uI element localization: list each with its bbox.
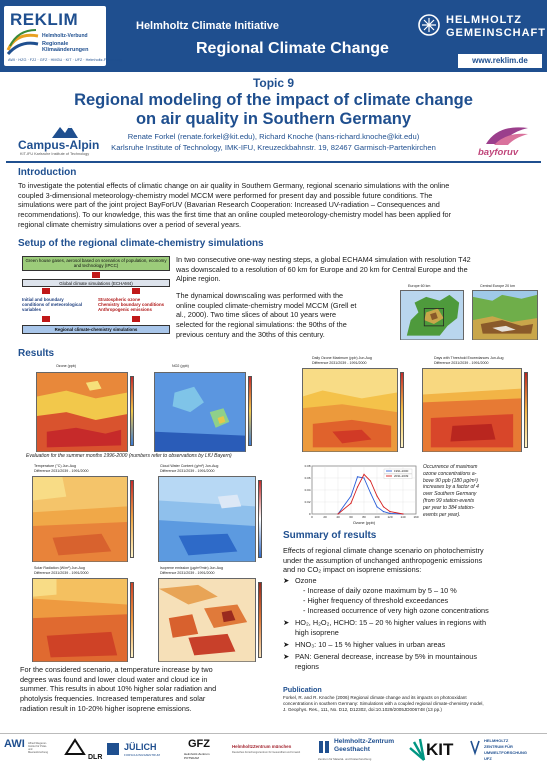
summary-pan-item: PAN: General decrease, increase by 5% in mountainous	[295, 652, 477, 661]
bayforuv-name: bayforuv	[478, 147, 519, 158]
bullet-arrow-icon: ➤	[283, 640, 290, 649]
kit-name: KIT	[426, 740, 454, 759]
ufz-mark-icon	[470, 740, 480, 754]
introduction-line: To investigate the potential effects of climatic change on air quality in Southern Germany, regional scenario simulations with the online	[18, 181, 450, 190]
dlr-name: DLR	[88, 754, 103, 761]
map-title-isoprene: Isoprene emission (µg/m²/min) Jun-Aug	[160, 566, 223, 570]
ozone-map	[36, 372, 128, 452]
setup-heading: Setup of the regional climate-chemistry simulations	[18, 238, 264, 249]
map-subtitle: Difference 2031/2039 - 1991/2000	[434, 361, 489, 365]
publication-line: concentrations in southern Germany: Simulations with a coupled regional climate-chemistry model,	[283, 701, 484, 707]
solar-colorbar	[130, 582, 134, 658]
flow-arrow-icon	[92, 272, 100, 278]
awi-sub: Alfred-Wegener-Institut für Polar- und Meeresforschung	[28, 742, 49, 754]
awi-name: AWI	[4, 738, 25, 750]
summary-ozone-head: Ozone	[295, 576, 317, 585]
results-line: photolysis frequencies. Increased temperatures and solar	[20, 694, 206, 704]
juelich-logo	[106, 738, 176, 766]
solar-isoprene-maps	[22, 566, 278, 664]
chart-x-tick-label: 140	[400, 515, 406, 519]
summary-line: and no CO₂ impact on isoprene emissions:	[283, 565, 422, 575]
temperature-map	[32, 476, 128, 562]
bullet-arrow-icon: ➤	[283, 576, 290, 585]
threshold-map	[422, 368, 522, 452]
occurrence-line: Occurrence of maximum	[423, 464, 478, 470]
chart-data-point	[383, 511, 384, 512]
summary-hno3-item: HNO₃: 10 – 15 % higher values in urban areas	[295, 640, 446, 649]
chart-y-tick-label: 0.02	[304, 500, 311, 504]
chart-x-tick-label: 160	[413, 515, 419, 519]
chart-x-tick-label: 120	[387, 515, 393, 519]
authors: Renate Forkel (renate.forkel@kit.edu), Richard Knoche (hans-richard.knoche@kit.edu)	[127, 132, 420, 141]
hzg-logo	[318, 738, 404, 766]
gfz-logo	[184, 738, 224, 766]
summary-intro	[283, 546, 535, 575]
summary-ozone-item: - Increased occurrence of very high ozone concentrations	[303, 606, 489, 615]
map-title-cloud-water: Cloud Water Content (g/m²) Jun-Aug	[160, 464, 219, 468]
domain-maps	[396, 284, 542, 342]
hzg-sub: Zentrum für Material- und Küstenforschung	[318, 757, 372, 761]
chart-data-point	[363, 477, 364, 478]
no2-colorbar	[248, 376, 252, 446]
chart-data-point	[376, 506, 377, 507]
map-title-temperature: Temperature (°C) Jun-Aug	[34, 464, 76, 468]
helmholtz-mark-icon	[418, 14, 440, 36]
bullet-arrow-icon: ➤	[283, 618, 290, 627]
map-subtitle: Difference 2031/2039 - 1991/2000	[34, 469, 89, 473]
isoprene-map	[158, 578, 256, 662]
reklim-footer: AWI · HZG · FZJ · GFZ · HMGU · KIT · UFZ · Helmholtz-Forschung	[8, 58, 122, 62]
reklim-line1: Helmholtz-Verbund	[42, 33, 88, 39]
gfz-sub: Helmholtz-Zentrum POTSDAM	[184, 752, 210, 760]
setup-line: was downscaled to a resolution of 60 km for Europe and 20 km for Central Europe and the	[176, 264, 468, 274]
initiative-title: Helmholtz Climate Initiative	[136, 20, 280, 32]
kit-logo	[408, 738, 464, 766]
chart-x-tick-label: 100	[374, 515, 380, 519]
poster-title-line1: Regional modeling of the impact of climate change	[74, 91, 473, 109]
publication-heading: Publication	[283, 685, 322, 694]
summary-hox-item: HO₂, H₂O₂, HCHO: 15 – 20 % higher values in regions with	[295, 618, 486, 627]
mountain-icon	[52, 124, 78, 138]
results-text	[20, 665, 272, 714]
ufz-logo	[470, 738, 544, 766]
introduction-line: regional climate chemistry simulations over a period of several years.	[18, 219, 242, 229]
chart-data-point	[383, 506, 384, 507]
chart-legend-label: 2031-2039	[394, 474, 409, 479]
hmgu-logo	[232, 738, 314, 766]
section-title: Regional Climate Change	[196, 40, 389, 57]
ufz-name-4: UFZ	[484, 756, 492, 761]
chart-data-point	[370, 480, 371, 481]
poster-title-line2: on air quality in Southern Germany	[135, 110, 412, 128]
chart-data-point	[357, 486, 358, 487]
campus-alpin-logo	[18, 124, 114, 160]
flow-box-scenarios: Green house gases, aerosol based on scenarios of population, economy and technology (IPCC)	[22, 256, 170, 271]
occurrence-line: (from 99 station·events	[423, 497, 475, 504]
map-subtitle: Difference 2031/2039 - 1991/2000	[160, 571, 215, 575]
summary-line: under the assumption of unchanged anthropogenic emissions	[283, 555, 483, 565]
publication-line: J. Geophys. Res., 111, No. D12, D12302, doi:10.1029/2005JD006748 (13 pp.)	[283, 707, 442, 713]
flow-chemistry: Stratospheric ozone Chemistry boundary conditions Anthropogenic emissions	[98, 297, 165, 312]
chart-legend-label: 1991-2000	[394, 469, 409, 474]
results-heading: Results	[18, 348, 55, 359]
occurrence-line: ozone concentrations a-	[423, 470, 477, 477]
results-line: degrees was found and lower cloud water and cloud ice in	[20, 674, 208, 684]
cloud-water-colorbar	[258, 480, 262, 558]
results-line: summer. This results in about 10% higher solar radiation and	[20, 684, 217, 694]
hmgu-sub: Deutsches Forschungszentrum für Gesundheit und Umwelt	[232, 751, 301, 754]
awi-logo	[4, 738, 48, 766]
partner-logo-bar	[0, 733, 547, 768]
publication-text	[283, 695, 539, 714]
chart-x-axis-label: Ozone (ppb)	[352, 520, 376, 525]
ufz-name-2: ZENTRUM FÜR	[484, 744, 513, 749]
flow-box-regional: Regional climate-chemistry simulations	[22, 325, 170, 334]
threshold-colorbar	[524, 372, 528, 448]
daily-max-colorbar	[400, 372, 404, 448]
introduction-text	[18, 181, 530, 230]
chart-y-tick-label: 0.08	[304, 464, 311, 468]
ozone-colorbar	[130, 376, 134, 446]
daily-max-map	[302, 368, 398, 452]
chart-x-tick-label: 40	[336, 515, 340, 519]
europe-domain-map	[400, 290, 464, 340]
map-title-ozone: Ozone (ppb)	[56, 364, 76, 368]
introduction-line: simulations were part of the joint project BayForUV (Bavarian Research Cooperation: Increased UV-radiation – Consequences and	[18, 200, 440, 210]
setup-line: Alpine region.	[176, 274, 221, 284]
campus-alpin-name: Campus-Alpin	[18, 138, 100, 152]
dlr-mark-icon	[64, 738, 86, 756]
bayforuv-mark-icon	[484, 124, 530, 146]
domain-map-label: Central Europe 20 km	[480, 284, 515, 288]
chart-x-tick-label: 20	[323, 515, 327, 519]
results-line: For the considered scenario, a temperature increase by two	[20, 665, 213, 674]
reklim-logo-name: REKLIM	[10, 10, 79, 29]
hmgu-name: HelmholtzZentrum münchen	[232, 744, 292, 749]
solar-map	[32, 578, 128, 662]
chart-data-point	[389, 513, 390, 514]
domain-map-label: Europe 60 km	[408, 284, 431, 288]
summary-ozone-item: - Higher frequency of threshold exceedances	[303, 596, 449, 605]
map-title-daily-max: Daily Ozone Maximum (ppb) Jun-Aug	[312, 356, 372, 360]
hzg-name-2: Geesthacht	[334, 746, 370, 753]
map-title-solar: Solar Radiation (W/m²) Jun-Aug	[34, 566, 85, 570]
ufz-name-3: UMWELTFORSCHUNG	[484, 750, 528, 755]
ufz-name: HELMHOLTZ	[484, 738, 509, 743]
bullet-arrow-icon: ➤	[283, 652, 290, 661]
flow-arrow-icon	[42, 316, 50, 322]
helmholtz-line2: GEMEINSCHAFT	[446, 27, 546, 39]
juelich-name: JÜLICH	[124, 742, 157, 752]
no2-map	[154, 372, 246, 452]
summary-line: Effects of regional climate change scenario on photochemistry	[283, 546, 484, 555]
flow-box-global: Global climate simulations (ECHAM4)	[22, 279, 170, 287]
setup-line: previous century and the 30ths of this century.	[176, 329, 325, 339]
campus-alpin-sub: KIT-IFU Karlsruhe Institute of Technology	[20, 152, 90, 156]
setup-line: The dynamical downscaling was performed with the	[176, 291, 344, 300]
map-subtitle: Difference 2031/2039 - 1991/2000	[34, 571, 89, 575]
affiliation: Karlsruhe Institute of Technology, IMK-IFU, Kreuzeckbahnstr. 19, 82467 Garmisch-Partenkirchen	[111, 143, 436, 152]
summary-ozone-item: - Increase of daily ozone maximum by 5 – 10 %	[303, 586, 457, 595]
setup-text-narrow	[176, 291, 388, 340]
website-link[interactable]: www.reklim.de	[458, 54, 542, 68]
cloud-water-map	[158, 476, 256, 562]
isoprene-colorbar	[258, 582, 262, 658]
reklim-line2: Regionale Klimaänderungen	[42, 41, 89, 54]
map-title-no2: NO2 (ppb)	[172, 364, 189, 368]
helmholtz-logo	[418, 10, 544, 46]
juelich-sub: FORSCHUNGSZENTRUM	[124, 753, 160, 757]
title-divider	[6, 161, 541, 163]
chart-data-point	[357, 476, 358, 477]
map-subtitle: Difference 2031/2039 - 1991/2000	[312, 361, 367, 365]
occurrence-line: over Southern Germany	[423, 491, 477, 498]
setup-line: online coupled climate-chemistry model MCCM (Grell et	[176, 300, 357, 310]
occurrence-line: per year to 384 station-	[423, 504, 475, 511]
hzg-mark-icon	[318, 740, 330, 754]
dlr-logo	[64, 738, 106, 766]
occurrence-line: increases by a factor of 4	[423, 484, 479, 491]
ozone-difference-maps	[294, 356, 542, 454]
introduction-line: coupled 3-dimensional meteorology-chemistry model MCCM were performed for present day and possible future conditions. The	[18, 190, 433, 200]
setup-text-wide	[176, 255, 532, 284]
results-line: radiation result in 10-20% higher isoprene emissions.	[20, 703, 192, 713]
bayforuv-logo	[476, 124, 538, 158]
chart-data-point	[350, 503, 351, 504]
chart-data-point	[370, 492, 371, 493]
juelich-mark-icon	[106, 742, 120, 756]
temperature-cloud-maps	[22, 464, 278, 564]
chart-x-tick-label: 0	[311, 515, 313, 519]
evaluation-caption: Evaluation for the summer months 1996-2000 (numbers refer to observations by LfU Bayern)	[26, 453, 232, 459]
topic-label: Topic 9	[252, 76, 295, 90]
chart-y-tick-label: 0	[308, 512, 311, 516]
occurrence-caption	[423, 464, 523, 518]
introduction-heading: Introduction	[18, 167, 77, 178]
gfz-name: GFZ	[188, 738, 210, 750]
chart-x-tick-label: 60	[349, 515, 353, 519]
kit-mark-icon	[408, 738, 426, 760]
summary-heading: Summary of results	[283, 530, 377, 541]
flow-meteorology: Initial and boundary conditions of meteorological variables	[22, 297, 83, 312]
summary-list	[283, 576, 539, 680]
chart-x-tick-label: 80	[362, 515, 366, 519]
flow-arrow-icon	[132, 316, 140, 322]
summary-hox-item: high isoprene	[295, 628, 339, 637]
hzg-name: Helmholtz-Zentrum	[334, 738, 395, 745]
central-europe-domain-map	[472, 290, 538, 340]
evaluation-maps	[22, 362, 272, 458]
occurrence-line: events per year).	[423, 511, 461, 518]
chart-y-tick-label: 0.04	[304, 488, 311, 492]
flow-arrow-icon	[132, 288, 140, 294]
chart-data-point	[389, 511, 390, 512]
setup-flow-diagram	[22, 256, 170, 338]
map-title-threshold: Days with Threshold Exceedances Jun-Aug	[434, 356, 504, 360]
setup-line: selected for the regional simulations: the 90ths of the	[176, 320, 347, 330]
publication-line: Forkel, R. and R. Knoche (2006) Regional climate change and its impacts on photooxidant	[283, 695, 467, 700]
summary-pan-item: regions	[295, 662, 319, 671]
reklim-logo	[4, 6, 122, 66]
chart-data-point	[376, 495, 377, 496]
introduction-line: recommendations). To our knowledge, this was the first time that an online coupled meteorology-chemistry model has been applied for	[18, 210, 452, 220]
poster-header	[0, 0, 547, 72]
reklim-swoosh-icon	[6, 30, 40, 56]
setup-line: In two consecutive one-way nesting steps, a global ECHAM4 simulation with resolution T42	[176, 255, 471, 264]
helmholtz-line1: HELMHOLTZ	[446, 14, 523, 26]
occurrence-line: bove 90 ppb (180 µg/m³)	[423, 477, 478, 484]
ozone-distribution-chart	[300, 462, 420, 526]
setup-line: al., 2000). Two time slices of about 10 years were	[176, 310, 337, 320]
chart-y-tick-label: 0.06	[304, 476, 311, 480]
flow-arrow-icon	[42, 288, 50, 294]
temperature-colorbar	[130, 480, 134, 558]
chart-data-point	[350, 495, 351, 496]
chart-data-point	[363, 474, 364, 475]
map-subtitle: Difference 2031/2039 - 1991/2000	[160, 469, 215, 473]
